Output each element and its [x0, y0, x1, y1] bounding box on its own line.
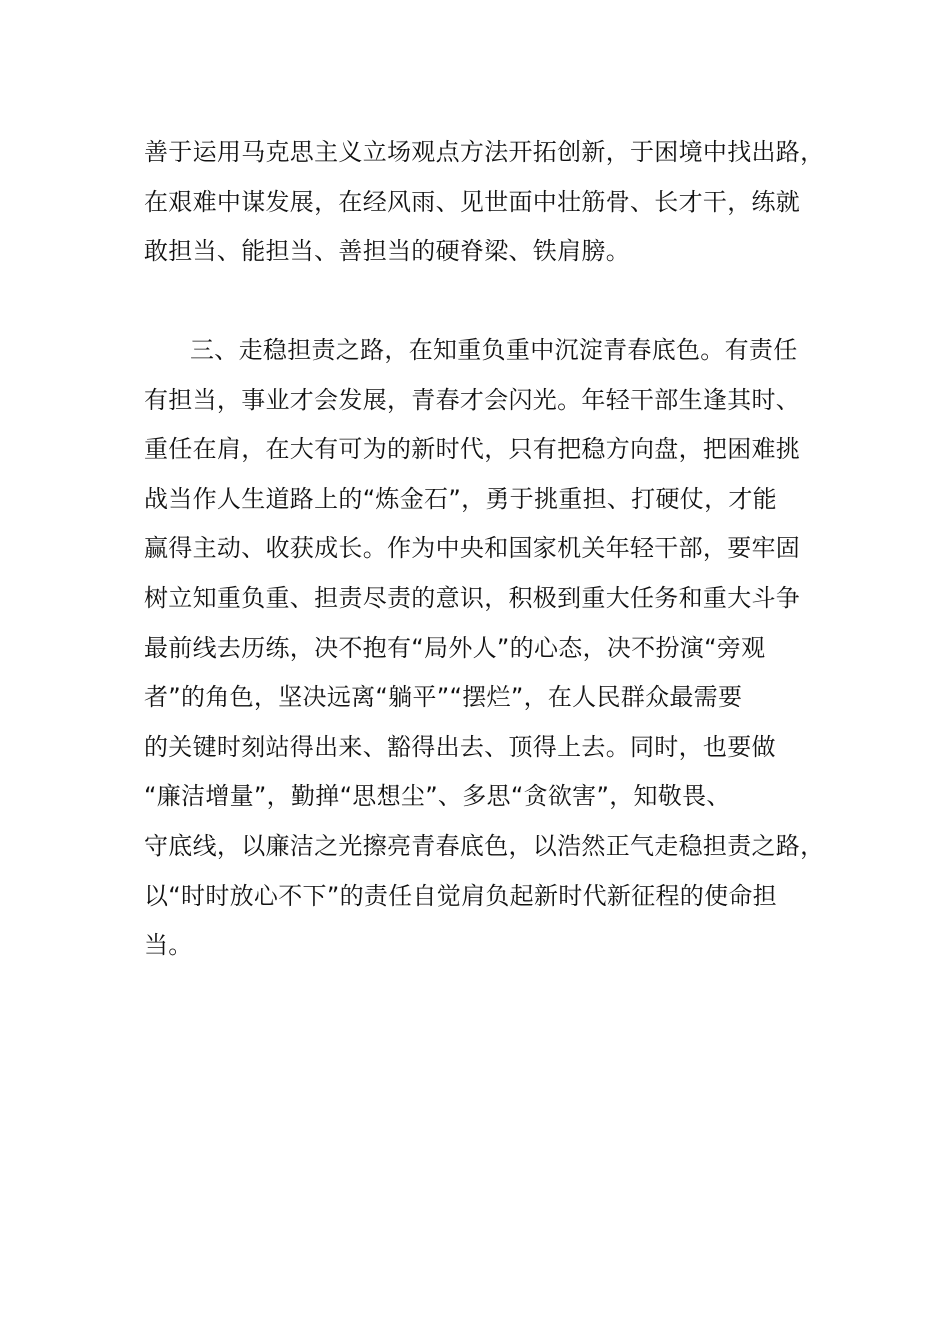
text-line: 有担当，事业才会发展，青春才会闪光。年轻干部生逢其时、 [144, 385, 801, 414]
text-line: 重任在肩，在大有可为的新时代，只有把稳方向盘，把困难挑 [144, 435, 801, 464]
section-heading-line: 三、走稳担责之路，在知重负重中沉淀青春底色。有责任 [190, 336, 798, 364]
text-line: 善于运用马克思主义立场观点方法开拓创新，于困境中找出路， [144, 138, 825, 166]
text-line: 当。 [144, 931, 193, 960]
text-line: 最前线去历练，决不抱有“局外人”的心态，决不扮演“旁观 [144, 633, 766, 662]
text-line: 守底线，以廉洁之光擦亮青春底色，以浩然正气走稳担责之路， [144, 831, 825, 860]
text-line: 者”的角色，坚决远离“躺平”“摆烂”，在人民群众最需要 [144, 683, 743, 712]
text-line: “廉洁增量”，勤掸“思想尘”、多思“贪欲害”，知敬畏、 [144, 782, 731, 811]
paragraph-section-three [144, 326, 825, 971]
text-line: 战当作人生道路上的“炼金石”，勇于挑重担、打硬仗，才能 [144, 484, 777, 513]
text-line: 敢担当、能担当、善担当的硬脊梁、铁肩膀。 [144, 237, 630, 266]
text-line: 在艰难中谋发展，在经风雨、见世面中壮筋骨、长才干，练就 [144, 187, 801, 216]
paragraph-continuation [144, 128, 825, 277]
text-line: 的关键时刻站得出来、豁得出去、顶得上去。同时，也要做 [144, 732, 776, 761]
text-line: 以“时时放心不下”的责任自觉肩负起新时代新征程的使命担 [144, 881, 777, 910]
text-line: 赢得主动、收获成长。作为中央和国家机关年轻干部，要牢固 [144, 534, 801, 563]
text-line: 树立知重负重、担责尽责的意识，积极到重大任务和重大斗争 [144, 583, 801, 612]
